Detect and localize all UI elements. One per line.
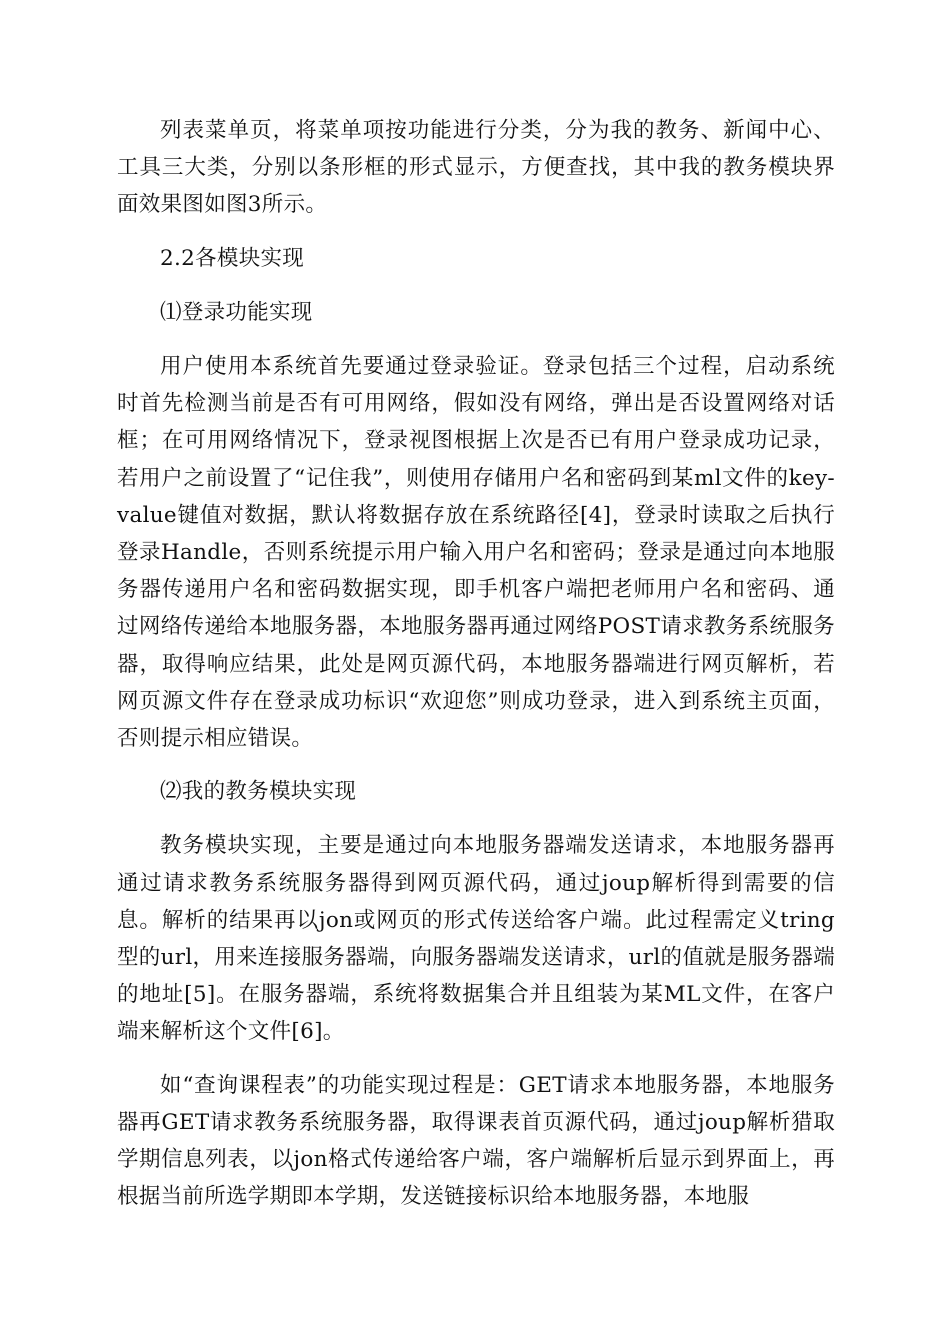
login-paragraph: 用户使用本系统首先要通过登录验证。登录包括三个过程，启动系统时首先检测当前是否有可用网络，假如没有网络，弹出是否设置网络对话框；在可用网络情况下，登录视图根据上次是否已有用户登录成功记录，若用户之前设置了“记住我”，则使用存储用户名和密码到某ml文件的key-value键值对数据，默认将数据存放在系统路径[4]，登录时读取之后执行登录Handle，否则系统提示用户输入用户名和密码；登录是通过向本地服务器传递用户名和密码数据实现，即手机客户端把老师用户名和密码、通过网络传递给本地服务器，本地服务器再通过网络POST请求教务系统服务器，取得响应结果，此处是网页源代码，本地服务器端进行网页解析，若网页源文件存在登录成功标识“欢迎您”则成功登录，进入到系统主页面，否则提示相应错误。 (117, 354, 835, 752)
intro-paragraph: 列表菜单页，将菜单项按功能进行分类，分为我的教务、新闻中心、工具三大类，分别以条形框的形式显示，方便查找，其中我的教务模块界面效果图如图3所示。 (117, 118, 835, 218)
login-heading: ⑴登录功能实现 (160, 299, 313, 325)
schedule-paragraph: 如“查询课程表”的功能实现过程是：GET请求本地服务器，本地服务器再GET请求教务系统服务器，取得课表首页源代码，通过joup解析猎取学期信息列表，以jon格式传递给客户端，客户端解析后显示到界面上，再根据当前所选学期即本学期，发送链接标识给本地服务器，本地服 (117, 1072, 835, 1210)
section-heading: 2.2各模块实现 (160, 245, 305, 271)
academic-paragraph: 教务模块实现，主要是通过向本地服务器端发送请求，本地服务器再通过请求教务系统服务器得到网页源代码，通过joup解析得到需要的信息。解析的结果再以jon或网页的形式传送给客户端。此过程需定义tring型的url，用来连接服务器端，向服务器端发送请求，url的值就是服务器端的地址[5]。在服务器端，系统将数据集合并且组装为某ML文件，在客户端来解析这个文件[6]。 (117, 833, 835, 1045)
document-body (117, 112, 835, 1215)
academic-heading: ⑵我的教务模块实现 (160, 779, 357, 805)
